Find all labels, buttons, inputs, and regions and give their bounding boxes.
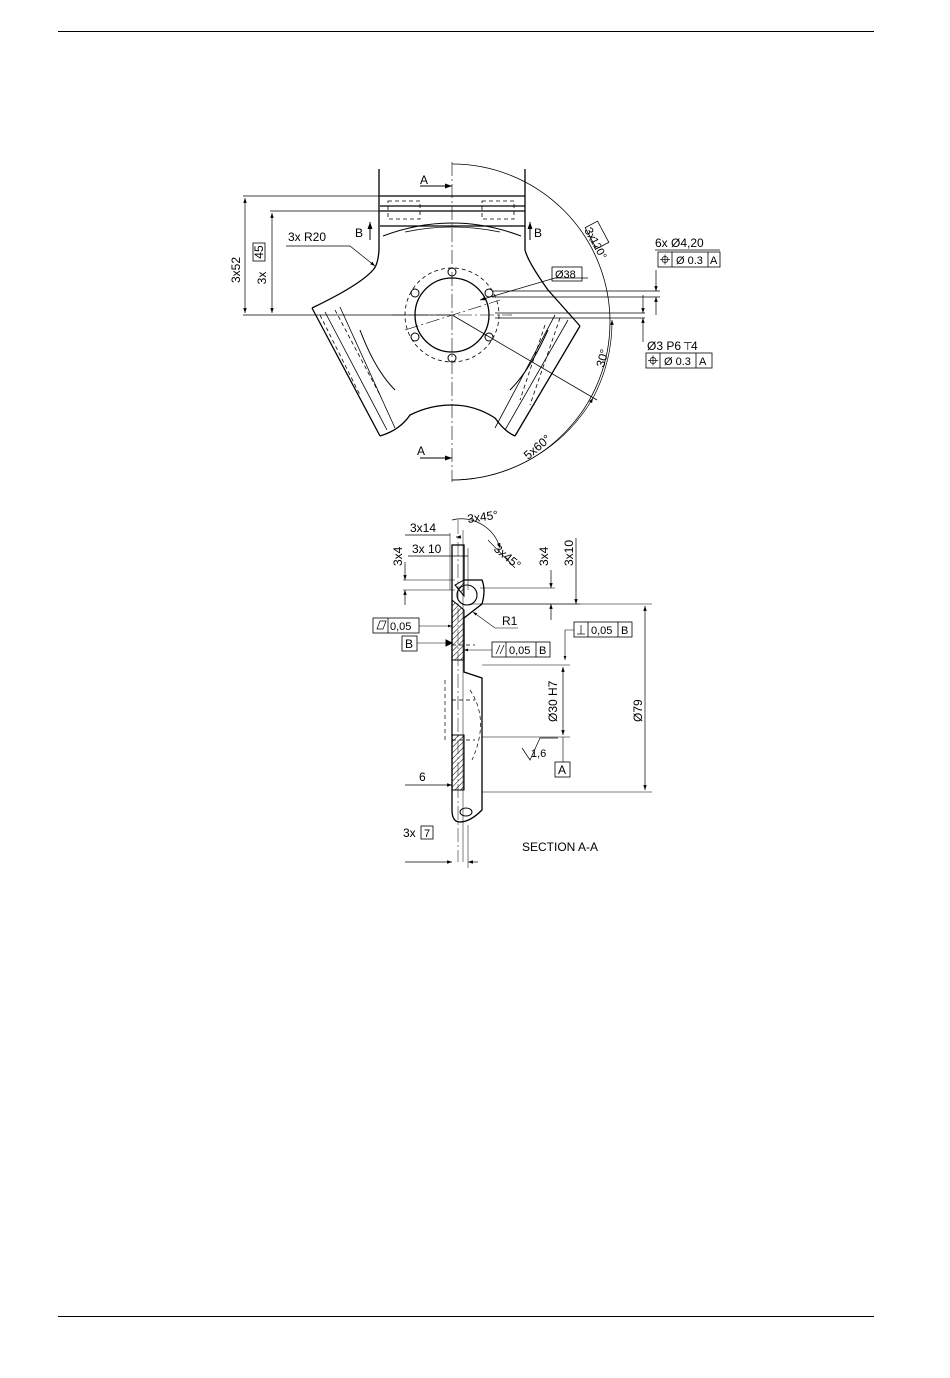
angle-120: 120° bbox=[587, 235, 609, 262]
dim-3x45-top: 3x45° bbox=[466, 507, 499, 526]
datum-a: A bbox=[558, 763, 567, 777]
dia-79: Ø79 bbox=[631, 699, 645, 722]
holes-6x-dia: 6x Ø4,20 bbox=[655, 236, 704, 250]
dim-3x10-right: 3x10 bbox=[562, 539, 576, 566]
pin-label: Ø3 P6 bbox=[647, 339, 682, 353]
dim-45-boxed: 45 bbox=[252, 245, 266, 259]
perp-datum: B bbox=[621, 625, 629, 637]
top-view bbox=[243, 162, 720, 482]
dim-3x10-left: 3x 10 bbox=[412, 542, 442, 556]
holes-fcf-datum: A bbox=[710, 255, 718, 267]
radius-3xr20: 3x R20 bbox=[288, 230, 327, 244]
top-view-labels bbox=[229, 173, 718, 462]
pin-fcf-value: Ø 0.3 bbox=[664, 356, 691, 368]
parallel-datum: B bbox=[539, 645, 547, 657]
dim-3x4-left: 3x4 bbox=[391, 546, 405, 566]
dim-3x: 3x bbox=[403, 826, 416, 840]
dim-3x52: 3x52 bbox=[229, 256, 243, 284]
section-view bbox=[373, 519, 652, 868]
angle-3x: 3x bbox=[581, 224, 600, 243]
dim-6: 6 bbox=[419, 770, 426, 784]
holes-fcf-value: Ø 0.3 bbox=[676, 255, 703, 267]
section-a-top-label: A bbox=[420, 173, 429, 187]
section-a-bottom-label: A bbox=[417, 444, 426, 458]
radius-r1: R1 bbox=[502, 614, 518, 628]
section-b-right-label: B bbox=[534, 226, 543, 240]
pin-depth-symbol: ⊤ bbox=[683, 341, 693, 353]
dim-3x14: 3x14 bbox=[410, 521, 437, 535]
section-b-left-label: B bbox=[355, 226, 364, 240]
roughness-value: 1,6 bbox=[531, 748, 547, 760]
section-view-labels bbox=[390, 508, 645, 854]
angle-30: 30° bbox=[593, 347, 612, 369]
parallel-value: 0,05 bbox=[509, 645, 531, 657]
dim-3x: 3x bbox=[255, 271, 269, 285]
pin-depth: 4 bbox=[691, 339, 698, 353]
angle-5x60: 5x60° bbox=[520, 431, 554, 463]
dim-3x4-right: 3x4 bbox=[537, 546, 551, 566]
flatness-value: 0,05 bbox=[390, 621, 412, 633]
dim-3x45-right: 3x45° bbox=[491, 541, 524, 573]
dia-38: Ø38 bbox=[555, 269, 576, 281]
dim-7-boxed: 7 bbox=[424, 828, 431, 840]
datum-b: B bbox=[405, 637, 414, 651]
perp-value: 0,05 bbox=[591, 625, 613, 637]
dia-30h7: Ø30 H7 bbox=[546, 680, 560, 722]
pin-fcf-datum: A bbox=[699, 356, 707, 368]
section-title: SECTION A-A bbox=[522, 840, 599, 854]
plate-outline bbox=[312, 169, 580, 436]
